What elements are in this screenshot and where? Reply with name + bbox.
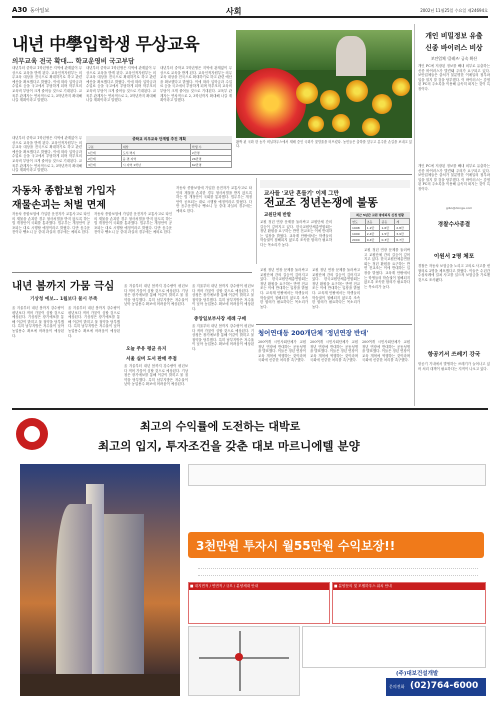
article4-subhead: 기상청 예보… 1월보다 물시 부족 (30, 297, 98, 302)
table-cell: 1998 (351, 225, 366, 231)
section-title: 사회 (226, 7, 242, 16)
article1-subhead: 의무교육 전국 확대… 학교운영비 국고부담 (12, 57, 135, 65)
flower (236, 68, 306, 138)
article4-body-col1: 올 겨울부터 내년 봄까지 강수량이 평년보다 적어 가뭄이 심할 것으로 예상된다. 기상청은 장기예보를 통해 이같이 밝히고 물 절약을 당부했다. 특히 남부지방은 저수율이 낮아 농업용수 확보에 어려움이 예상된다. (12, 306, 64, 338)
page-number: A30 (12, 6, 28, 14)
sidebar-body3: 항공기 기내에서 발생하는 쓰레기가 늘어나고 있어 처리 대책이 필요하다는 지적이 나오고 있다. (418, 362, 490, 371)
map-icon (188, 626, 300, 696)
table-header: 중등 (380, 219, 395, 225)
sidebar-title2: 신종 바이러스 비상 (425, 44, 483, 52)
article5-body-col1: 200여개 시민사회단체가 교원 정년 연장에 반대하는 공동성명을 발표했다. 이들은 정년 연장이 교육 개혁에 역행하는 것이라며 국회에 신중한 처리를 촉구했다. (258, 340, 306, 363)
table-header: 초등 (365, 219, 380, 225)
article1-table (86, 143, 232, 168)
ad-detail-box (302, 626, 486, 668)
sidebar-title4: 이원서 2명 체포 (433, 254, 475, 260)
table-cell: 0.4만 (365, 237, 380, 243)
article3-headline: 전교조 정년논쟁에 불똥 (264, 196, 378, 209)
sidebar-title5: 항공기서 쓰레기 강국 (427, 352, 481, 358)
article1-body-col3: 내년부터 중학교 1학년생은 지역에 관계없이 무상으로 교육을 받게 된다. 교육인적자원부는 의무교육 대상을 전국으로 확대하기로 하고 관련 예산을 확보했다고 밝혔다. 이에 따라 입학금과 수업료 등을 국고에서 부담하게 되며 학부모의 교육비 부담이 크게 줄어들 것으로 기대된다. 교육부 관계자는 연차적으로 2, 3학년까지 확대해 나갈 계획이라고 말했다. (160, 66, 232, 103)
table-cell: 2만명 (190, 150, 231, 156)
table-cell: 26만명 (190, 156, 231, 162)
sidebar-subtitle: 보안업체 '클레즈' 급속 확산 (430, 56, 478, 61)
article4-sub2: 오늘 주유 평균 유지 (126, 347, 167, 352)
table-header: 계 (395, 219, 410, 225)
table-header: 연도 (351, 219, 366, 225)
article4-body-col3: 올 겨울부터 내년 봄까지 강수량이 평년보다 적어 가뭄이 심할 것으로 예상된다. 기상청은 장기예보를 통해 이같이 밝히고 물 절약을 당부했다. 특히 남부지방은 저수율이 낮아 농업용수 확보에 어려움이 예상된다. (124, 284, 188, 307)
table-cell: 1.6만 (380, 225, 395, 231)
article5-body-col3: 200여개 시민사회단체가 교원 정년 연장에 반대하는 공동성명을 발표했다. 이들은 정년 연장이 교육 개혁에 역행하는 것이라며 국회에 신중한 처리를 촉구했다. (362, 340, 410, 363)
stats-box-title: 최근 5년간 교원 명예퇴직 신청 현황 (350, 212, 410, 218)
article4-body-col3b: 올 겨울부터 내년 봄까지 강수량이 평년보다 적어 가뭄이 심할 것으로 예상된다. 기상청은 장기예보를 통해 이같이 밝히고 물 절약을 당부했다. 특히 남부지방은 저수율이 낮아 농업용수 확보에 어려움이 예상된다. (124, 364, 188, 387)
article5-headline: 청어연대등 200개단체 '정년연장 반대' (258, 329, 369, 337)
ad-info-box2 (332, 582, 486, 624)
article2-headline1: 자동차 종합보험 가입자 (12, 186, 116, 197)
table-cell: 1.2만 (365, 225, 380, 231)
advertisement (12, 412, 488, 702)
ad-copy-block (188, 464, 486, 486)
article4-body-col2: 올 겨울부터 내년 봄까지 강수량이 평년보다 적어 가뭄이 심할 것으로 예상된다. 기상청은 장기예보를 통해 이같이 밝히고 물 절약을 당부했다. 특히 남부지방은 저수율이 낮아 농업용수 확보에 어려움이 예상된다. (68, 306, 120, 338)
table-cell: 1999 (351, 231, 366, 237)
article3-body-col1: 교원 정년 연장 문제를 둘러싸고 교원단체 간의 갈등이 깊어지고 있다. 한국교원단체총연합회는 정년 환원을 요구하는 반면 전교조는 이에 반대하는 입장을 밝혔다. 교육계 안팎에서는 학생들의 학습권이 침해되지 않도록 조속한 합의가 필요하다는 목소리가 높다. (260, 220, 332, 247)
article5-body-col2: 200여개 시민사회단체가 교원 정년 연장에 반대하는 공동성명을 발표했다. 이들은 정년 연장이 교육 개혁에 역행하는 것이라며 국회에 신중한 처리를 촉구했다. (310, 340, 358, 363)
article3-stats-box (350, 212, 410, 243)
article2-body-col1: 자동차 종합보험에 가입한 운전자가 교통사고로 타인의 재물을 손괴한 경우 형사처벌을 받지 않도록 하는 법 개정안이 국회를 통과했다. 법무부는 개정안이 공포되는 대로 시행할 예정이라고 밝혔다. 다만 음주운전이나 뺑소니 등 중대 과실의 경우에는 예외로 한다. (12, 212, 90, 235)
table-cell: 2.8만 (395, 225, 410, 231)
article1-table-box (86, 136, 232, 168)
article1-body-col2: 내년부터 중학교 1학년생은 지역에 관계없이 무상으로 교육을 받게 된다. 교육인적자원부는 의무교육 대상을 전국으로 확대하기로 하고 관련 예산을 확보했다고 밝혔다. 이에 따라 입학금과 수업료 등을 국고에서 부담하게 되며 학부모의 교육비 부담이 크게 줄어들 것으로 기대된다. 교육부 관계자는 연차적으로 2, 3학년까지 확대해 나갈 계획이라고 말했다. (86, 66, 156, 103)
ad-info-text (198, 562, 478, 576)
ad-headline2: 최고의 입지, 투자조건을 갖춘 대보 마르니에텔 분양 (98, 439, 360, 453)
table-header: 대상 (121, 144, 190, 150)
table-header: 구분 (87, 144, 122, 150)
article1-body-col1b: 내년부터 중학교 1학년생은 지역에 관계없이 무상으로 교육을 받게 된다. 교육인적자원부는 의무교육 대상을 전국으로 확대하기로 하고 관련 예산을 확보했다고 밝혔다. 이에 따라 입학금과 수업료 등을 국고에서 부담하게 되며 학부모의 교육비 부담이 크게 줄어들 것으로 기대된다. 교육부 관계자는 연차적으로 2, 3학년까지 확대해 나갈 계획이라고 말했다. (12, 136, 82, 173)
article1-headline: 내년 中學입학생 무상교육 (12, 35, 200, 55)
paper-name: 동아일보 (30, 8, 50, 14)
article2-body-col2: 자동차 종합보험에 가입한 운전자가 교통사고로 타인의 재물을 손괴한 경우 형사처벌을 받지 않도록 하는 법 개정안이 국회를 통과했다. 법무부는 개정안이 공포되는 대로 시행할 예정이라고 밝혔다. 다만 음주운전이나 뺑소니 등 중대 과실의 경우에는 예외로 한다. (94, 212, 172, 235)
ad-company: (주)대보건설개발 (396, 671, 439, 677)
phone-number: (02)764-6000 (410, 681, 479, 691)
article3-body-col3: 교원 정년 연장 문제를 둘러싸고 교원단체 간의 갈등이 깊어지고 있다. 한국교원단체총연합회는 정년 환원을 요구하는 반면 전교조는 이에 반대하는 입장을 밝혔다. 교육계 안팎에서는 학생들의 학습권이 침해되지 않도록 조속한 합의가 필요하다는 목소리가 높다. (312, 268, 360, 309)
ad-info2-title: ■ 분양문의 및 모델하우스 위치 안내 (333, 583, 485, 590)
ad-info-box1 (188, 582, 330, 624)
sidebar-body-cont: 개인 PC에 저장된 정보를 빼내 외부로 유출하는 신종 바이러스가 발견돼 주의가 요구되고 있다. 보안업체들은 출처가 불분명한 이메일의 첨부파일을 열지 말 것을 당부했다. 이 바이러스는 감염된 PC의 주소록을 이용해 급속히 퍼지는 것이 특징이다. (418, 164, 490, 191)
issue-date: 2002년 11월25일 수요일 제24694호 (420, 8, 488, 13)
table-header: 학생 수 (190, 144, 231, 150)
table-cell: 3단계 (87, 162, 122, 168)
table-cell: 도서·벽지 (121, 150, 190, 156)
article3-kicker: 교사들 '교단 흔들기' 이제 그만 (264, 191, 339, 197)
article4-sub4: 중앙일보부사장 세례 구매 (194, 317, 247, 322)
table-cell: 3.9만 (395, 231, 410, 237)
ad-banner-text: 3천만원 투자시 월55만원 수익보장!! (196, 539, 396, 553)
table-cell: 0.7만 (395, 237, 410, 243)
person-figure (336, 36, 366, 76)
table-cell: 2000 (351, 237, 366, 243)
sidebar-title3: 경찰수사종결 (437, 222, 471, 228)
article1-body-col1: 내년부터 중학교 1학년생은 지역에 관계없이 무상으로 교육을 받게 된다. 교육인적자원부는 의무교육 대상을 전국으로 확대하기로 하고 관련 예산을 확보했다고 밝혔다. 이에 따라 입학금과 수업료 등을 국고에서 부담하게 되며 학부모의 교육비 부담이 크게 줄어들 것으로 기대된다. 교육부 관계자는 연차적으로 2, 3학년까지 확대해 나갈 계획이라고 말했다. (12, 66, 82, 103)
article1-table-title: 중학교 의무교육 단계별 추진 계획 (86, 136, 232, 143)
article4-sub3: 서울 실버 도서 판매 주점 (126, 357, 177, 362)
table-cell: 0.3만 (380, 237, 395, 243)
table-cell: 시 지역 1학년 (121, 162, 190, 168)
ad-phone-box[interactable] (386, 678, 486, 696)
article4-body-col4: 올 겨울부터 내년 봄까지 강수량이 평년보다 적어 가뭄이 심할 것으로 예상된다. 기상청은 장기예보를 통해 이같이 밝히고 물 절약을 당부했다. 특히 남부지방은 저수율이 낮아 농업용수 확보에 어려움이 예상된다. (192, 324, 254, 351)
article3-subhead: 교원단체 반발 (264, 213, 291, 218)
ad-info1-title: ■ 대지면적 / 연면적 / 규모 / 분양세대 안내 (189, 583, 329, 590)
sidebar-byline: gibo@donga.com (446, 206, 473, 210)
article2-body-col3: 자동차 종합보험에 가입한 운전자가 교통사고로 타인의 재물을 손괴한 경우 형사처벌을 받지 않도록 하는 법 개정안이 국회를 통과했다. 법무부는 개정안이 공포되는 대로 시행할 예정이라고 밝혔다. 다만 음주운전이나 뺑소니 등 중대 과실의 경우에는 예외로 한다. (176, 186, 252, 213)
sidebar-body: 개인 PC에 저장된 정보를 빼내 외부로 유출하는 신종 바이러스가 발견돼 주의가 요구되고 있다. 보안업체들은 출처가 불분명한 이메일의 첨부파일을 열지 말 것을 당부했다. 이 바이러스는 감염된 PC의 주소록을 이용해 급속히 퍼지는 것이 특징이다. (418, 64, 490, 91)
sidebar-title1: 개인 비밀정보 유출 (425, 32, 483, 40)
article4-headline: 내년 봄까지 가뭄 극심 (12, 280, 115, 292)
table-cell: 1단계 (87, 150, 122, 156)
table-cell: 읍·면 지역 (121, 156, 190, 162)
table-cell: 2단계 (87, 156, 122, 162)
masthead (12, 6, 488, 15)
ad-headline1: 최고의 수익률에 도전하는 대박로 (140, 420, 301, 433)
table-cell: 2.4만 (365, 231, 380, 237)
photo-caption: 활짝 핀 국화 한 농가 비닐하우스에서 재배 중인 국화가 꽃망울을 터뜨렸다. 농민들은 출하를 앞두고 분주한 손길을 보내고 있다. (236, 140, 412, 149)
sidebar-body2: 경찰은 자동차 보험금을 노리고 고의로 사고를 낸 혐의로 2명을 체포했다고 밝혔다. 이들은 수년간 수십차례에 걸쳐 사고를 일으켜 보험금을 가로챈 것으로 조사됐다. (418, 264, 490, 282)
table-cell: 1.5만 (380, 231, 395, 237)
table-row (87, 162, 232, 168)
article2-headline2: 재물손괴는 처벌 면제 (12, 200, 106, 211)
ad-banner (188, 532, 484, 558)
table-row (351, 237, 410, 243)
building-render-icon (20, 464, 180, 696)
header-rule (12, 16, 488, 18)
stats-table (350, 218, 410, 243)
flower-photo-icon (236, 30, 412, 138)
article4-body-col4a: 올 겨울부터 내년 봄까지 강수량이 평년보다 적어 가뭄이 심할 것으로 예상된다. 기상청은 장기예보를 통해 이같이 밝히고 물 절약을 당부했다. 특히 남부지방은 저수율이 낮아 농업용수 확보에 어려움이 예상된다. (192, 284, 254, 311)
article3-body-col2: 교원 정년 연장 문제를 둘러싸고 교원단체 간의 갈등이 깊어지고 있다. 한국교원단체총연합회는 정년 환원을 요구하는 반면 전교조는 이에 반대하는 입장을 밝혔다. 교육계 안팎에서는 학생들의 학습권이 침해되지 않도록 조속한 합의가 필요하다는 목소리가 높다. (260, 268, 308, 309)
article3-body-col4: 교원 정년 연장 문제를 둘러싸고 교원단체 간의 갈등이 깊어지고 있다. 한국교원단체총연합회는 정년 환원을 요구하는 반면 전교조는 이에 반대하는 입장을 밝혔다. 교육계 안팎에서는 학생들의 학습권이 침해되지 않도록 조속한 합의가 필요하다는 목소리가 높다. (364, 248, 410, 289)
phone-label: 문의전화 (389, 684, 405, 689)
table-cell: 62만명 (190, 162, 231, 168)
